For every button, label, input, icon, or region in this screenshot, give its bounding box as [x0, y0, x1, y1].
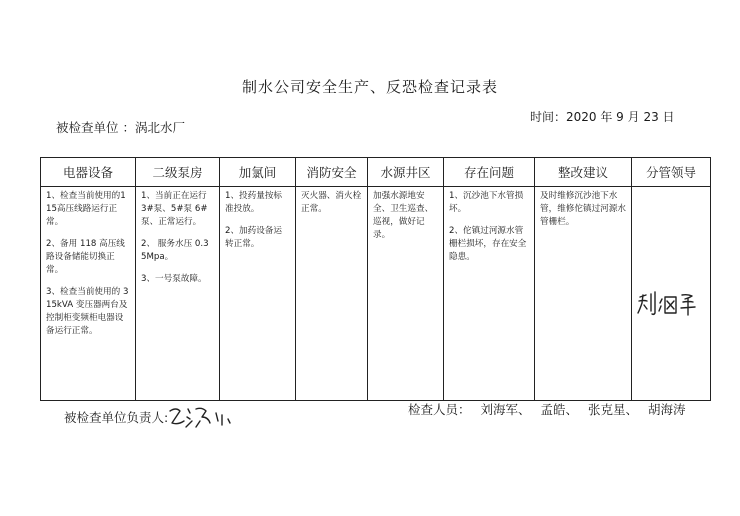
header-electrical: 电器设备 — [41, 158, 136, 187]
cell-pump-room — [136, 187, 220, 401]
list-item: 2、 服务水压 0.35Mpa。 — [141, 239, 209, 262]
header-water-source: 水源井区 — [368, 158, 444, 187]
cell-leader — [632, 187, 711, 401]
cell-problems — [444, 187, 535, 401]
cell-fire-safety — [296, 187, 368, 401]
header-chlorination: 加氯间 — [220, 158, 296, 187]
list-item: 3、一号泵故障。 — [141, 274, 207, 284]
inspected-unit — [56, 118, 185, 136]
list-item: 1、当前正在运行 3#泵、5#泵 6#泵、正常运行。 — [141, 191, 210, 227]
list-item: 加强水源地安全、卫生巡查、巡视，做好记录。 — [373, 191, 434, 240]
cell-water-source — [368, 187, 444, 401]
responsible-label: 被检查单位负责人: — [64, 410, 169, 425]
list-item: 及时维修沉沙池下水管，维修佗镇过河源水管栅栏。 — [540, 191, 626, 227]
header-problems: 存在问题 — [444, 158, 535, 187]
table-row — [41, 187, 711, 401]
list-item: 2、加药设备运转正常。 — [225, 226, 283, 249]
leader-signature — [636, 289, 706, 323]
inspector-name: 刘海军、 — [480, 402, 531, 417]
responsible-signature — [166, 403, 246, 433]
header-pump-room: 二级泵房 — [136, 158, 220, 187]
inspected-unit-label: 被检查单位 ： — [56, 120, 135, 135]
cell-chlorination — [220, 187, 296, 401]
form-title: 制水公司安全生产、反恐检查记录表 — [241, 78, 498, 96]
header-fire-safety: 消防安全 — [296, 158, 368, 187]
list-item: 灭火器、消火栓正常。 — [301, 191, 362, 214]
inspector-name: 孟皓、 — [540, 402, 579, 417]
inspection-date — [530, 108, 675, 125]
cell-suggestions — [535, 187, 632, 401]
header-leader: 分管领导 — [632, 158, 711, 187]
cell-electrical — [41, 187, 136, 401]
list-item: 1、检查当前使用的115高压线路运行正常。 — [46, 191, 126, 227]
list-item: 1、投药量按标准投放。 — [225, 191, 283, 214]
list-item: 2、佗镇过河源水管栅栏损坏，存在安全隐患。 — [449, 226, 527, 262]
inspection-record-table — [40, 157, 711, 401]
inspector-name: 张克星、 — [588, 402, 639, 417]
date-value: 2020 年 9 月 23 日 — [566, 110, 675, 124]
inspector-name: 胡海涛 — [648, 402, 686, 417]
list-item: 1、沉沙池下水管损坏。 — [449, 191, 524, 214]
list-item: 2、备用 118 高压线路设备储能切换正常。 — [46, 239, 125, 275]
list-item: 3、检查当前使用的 315kVA 变压器两台及控制柜变频柜电器设备运行正常。 — [46, 287, 129, 336]
header-suggestions: 整改建议 — [535, 158, 632, 187]
date-label: 时间： — [530, 110, 567, 124]
inspected-unit-value: 涡北水厂 — [134, 120, 185, 135]
inspectors-label: 检查人员： — [408, 402, 471, 417]
table-header-row — [41, 158, 711, 187]
inspectors-line — [408, 400, 692, 418]
